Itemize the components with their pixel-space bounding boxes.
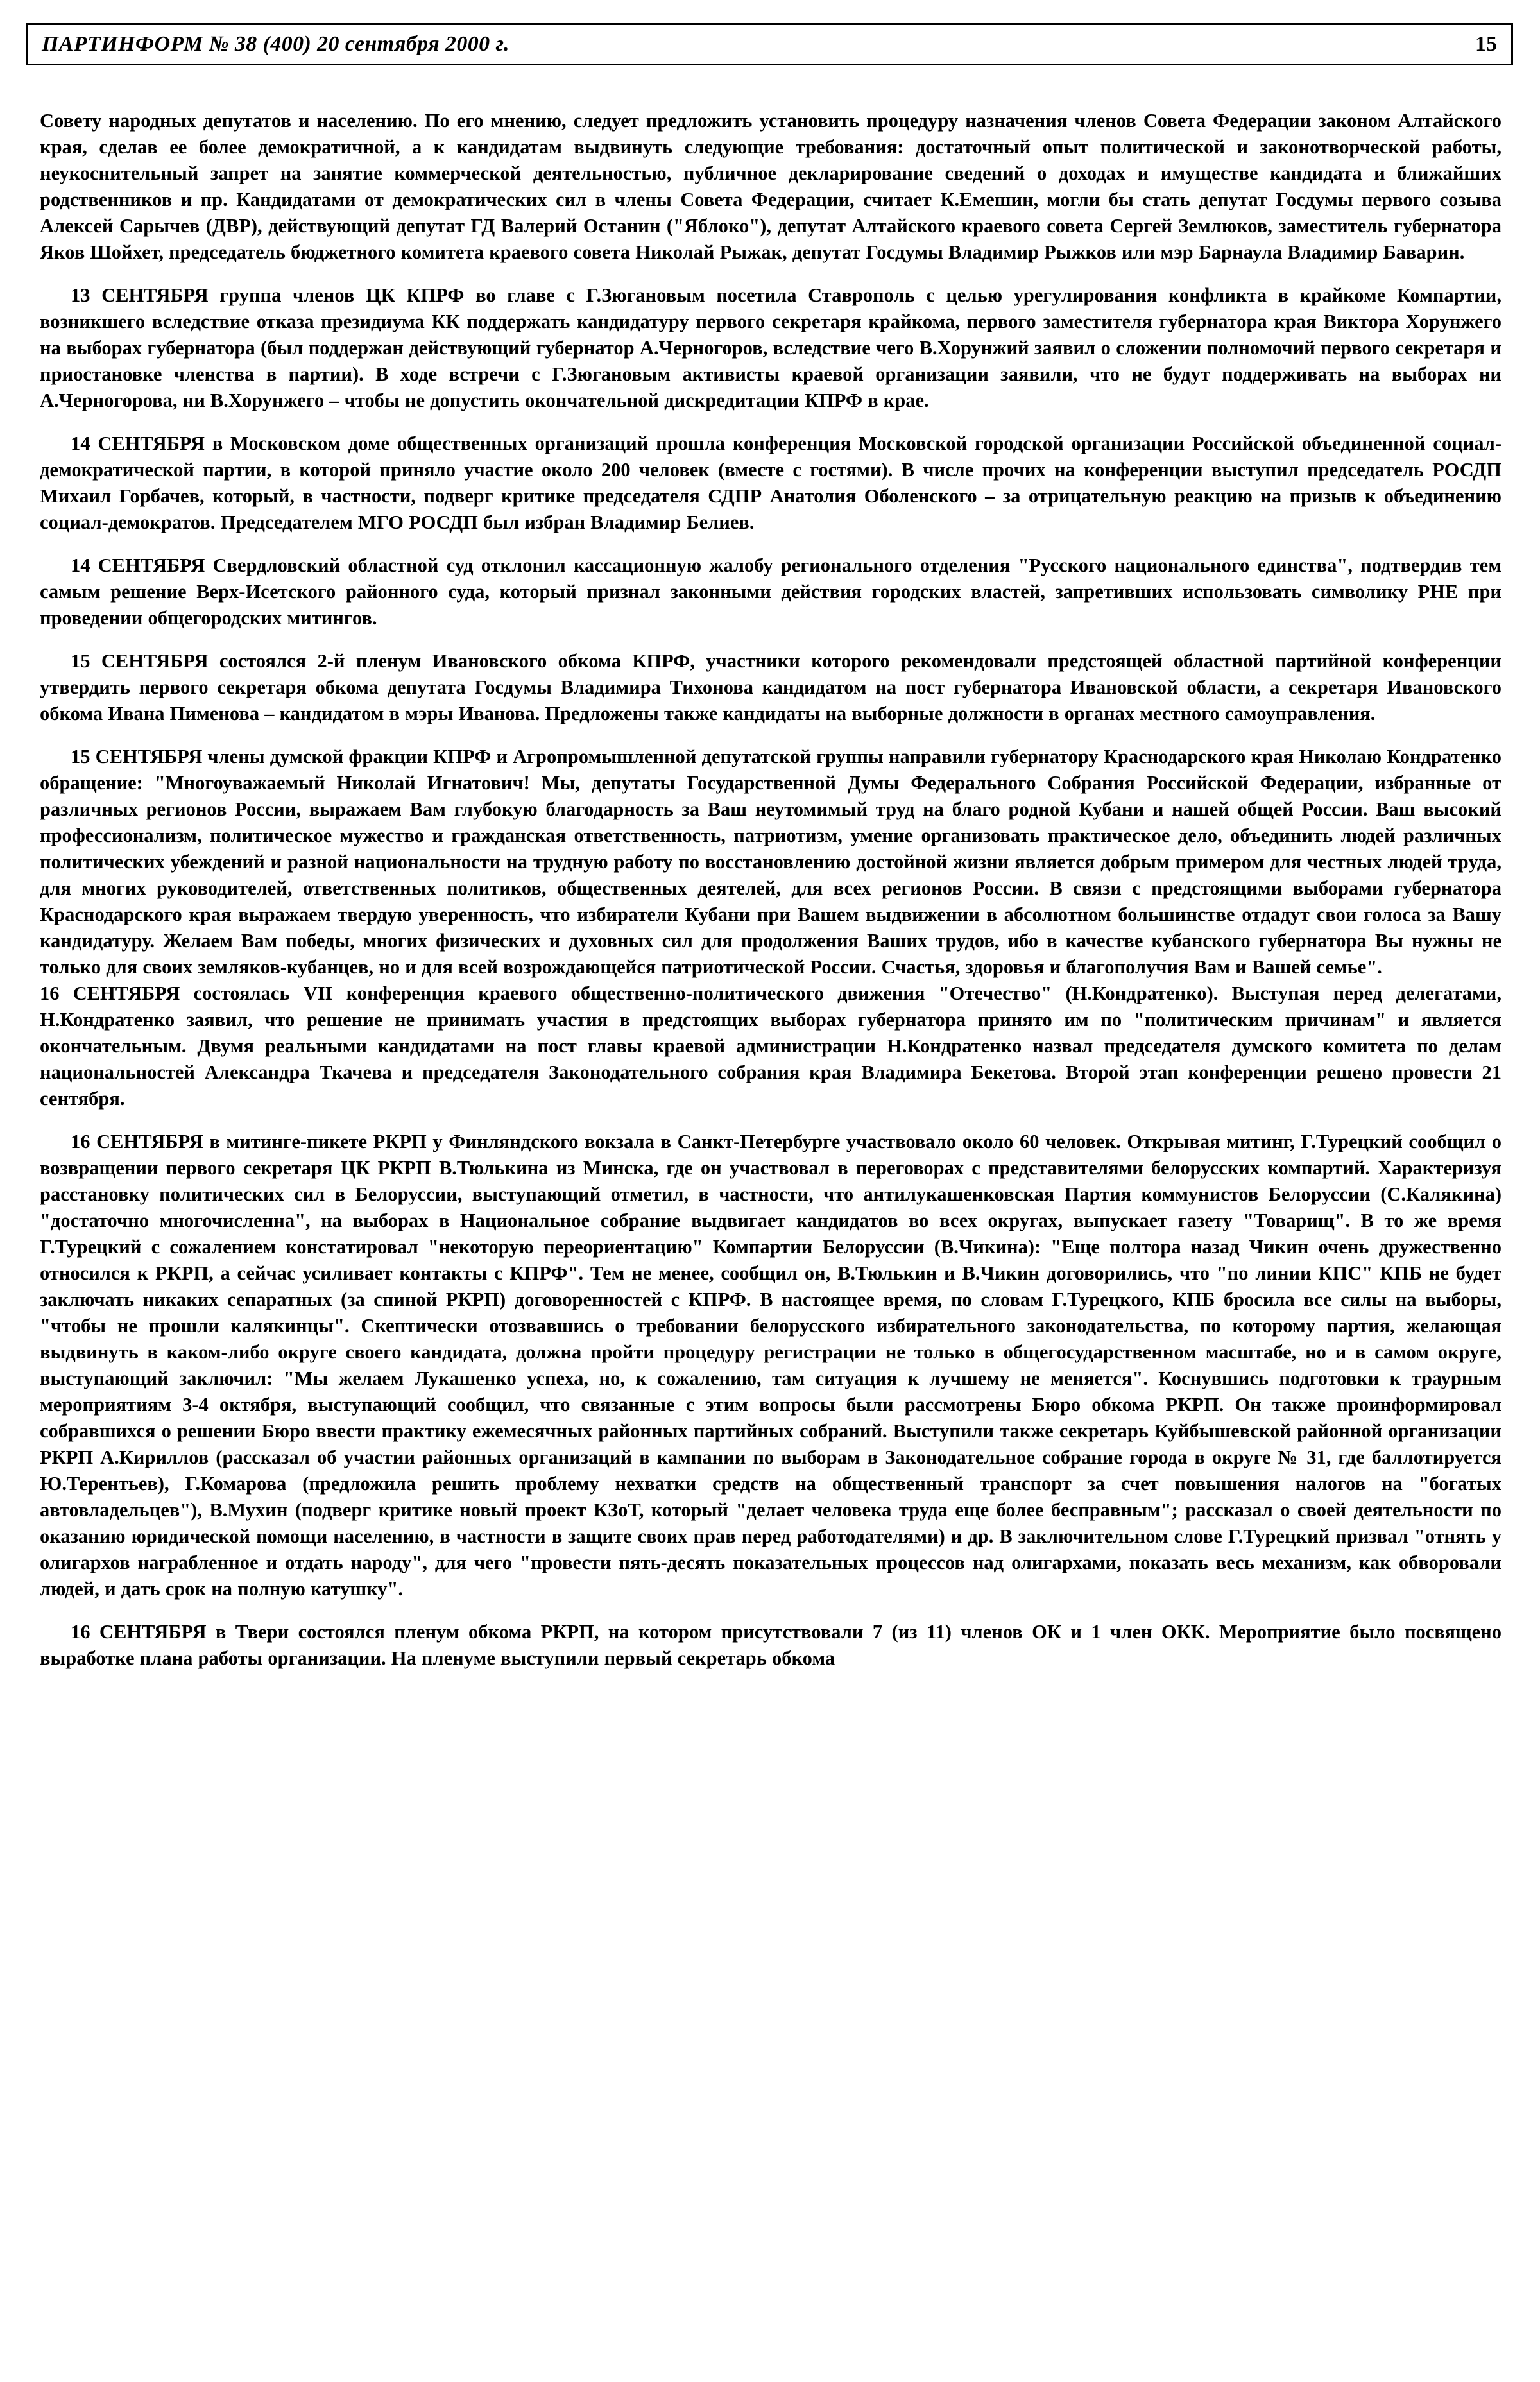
- paragraph: 14 СЕНТЯБРЯ в Московском доме общественных организаций прошла конференция Московской городской организации Российской объединенной социал-демократической партии, в которой приняло участие около 200 человек (вместе с гостями). В числе прочих на конференции выступил председатель РОСДП Михаил Горбачев, который, в частности, подверг критике председателя СДПР Анатолия Оболенского – за отрицательную реакцию на призыв к объединению социал-демократов. Председателем МГО РОСДП был избран Владимир Белиев.: [40, 433, 1502, 533]
- paragraph: 16 СЕНТЯБРЯ в митинге-пикете РКРП у Финляндского вокзала в Санкт-Петербурге участвовало около 60 человек. Открывая митинг, Г.Турецкий сообщил о возвращении первого секретаря ЦК РКРП В.Тюлькина из Минска, где он участвовал в переговорах с представителями белорусских компартий. Характеризуя расстановку политических сил в Белоруссии, выступающий отметил, в частности, что антилукашенковская Партия коммунистов Белоруссии (С.Калякина) "достаточно многочисленна", на выборах в Национальное собрание выдвигает кандидатов во всех округах, выпускает газету "Товарищ". В то же время Г.Турецкий с сожалением констатировал "некоторую переориентацию" Компартии Белоруссии (В.Чикина): "Еще полтора назад Чикин очень дружественно относился к РКРП, а сейчас усиливает контакты с КПРФ". Тем не менее, сообщил он, В.Тюлькин и В.Чикин договорились, что "по линии КПС" КПБ не будет заключать никаких сепаратных (за спиной РКРП) договоренностей с КПРФ. В настоящее время, по словам Г.Турецкого, КПБ бросила все силы на выборы, "чтобы не прошли калякинцы". Скептически отозвавшись о требовании белорусского избирательного законодательства, по которому партия, желающая выдвинуть в каком-либо округе своего кандидата, должна пройти процедуру регистрации не только в общегосударственном масштабе, но и в самом округе, выступающий заключил: "Мы желаем Лукашенко успеха, но, к сожалению, там ситуация к лучшему не меняется". Коснувшись подготовки к траурным мероприятиям 3-4 октября, выступающий сообщил, что связанные с этим вопросы были рассмотрены Бюро обкома РКРП. Он также проинформировал собравшихся о решении Бюро ввести практику ежемесячных районных партийных собраний. Выступили также секретарь Куйбышевской районной организации РКРП А.Кириллов (рассказал об участии районных организаций в кампании по выборам в Законодательное собрание города в округе № 31, где баллотируется Ю.Терентьев), Г.Комарова (предложила решить проблему нехватки средств на общественный транспорт за счет повышения налогов на "богатых автовладельцев"), В.Мухин (подверг критике новый проект КЗоТ, который "делает человека труда еще более бесправным"; рассказал о своей деятельности по оказанию юридической помощи населению, в частности в защите своих прав перед работодателями) и др. В заключительном слове Г.Турецкий призвал "отнять у олигархов награбленное и отдать народу", для чего "провести пять-десять показательных процессов над олигархами, показать весь механизм, как обворовали людей, и дать срок на полную катушку".: [40, 1131, 1502, 1600]
- paragraph: 16 СЕНТЯБРЯ состоялась VII конференция краевого общественно-политического движения "Отечество" (Н.Кондратенко). Выступая перед делегатами, Н.Кондратенко заявил, что решение не принимать участия в предстоящих выборах губернатора принято им по "политическим причинам" и является окончательным. Двумя реальными кандидатами на пост главы краевой администрации Н.Кондратенко назвал председателя думского комитета по делам национальностей Александра Ткачева и председателя Законодательного собрания края Владимира Бекетова. Второй этап конференции решено провести 21 сентября.: [40, 982, 1502, 1110]
- page-header: [26, 23, 1513, 65]
- publication-title: ПАРТИНФОРМ № 38 (400) 20 сентября 2000 г.: [42, 32, 509, 56]
- page-number: 15: [1475, 32, 1497, 56]
- paragraph: 14 СЕНТЯБРЯ Свердловский областной суд отклонил кассационную жалобу регионального отделения "Русского национального единства", подтвердив тем самым решение Верх-Исетского районного суда, который признал законными действия городских властей, запретивших использовать символику РНЕ при проведении общегородских митингов.: [40, 554, 1502, 629]
- paragraph: 16 СЕНТЯБРЯ в Твери состоялся пленум обкома РКРП, на котором присутствовали 7 (из 11) членов ОК и 1 член ОКК. Мероприятие было посвящено выработке плана работы организации. На пленуме выступили первый секретарь обкома: [40, 1621, 1502, 1669]
- paragraph: 15 СЕНТЯБРЯ члены думской фракции КПРФ и Агропромышленной депутатской группы направили губернатору Краснодарского края Николаю Кондратенко обращение: "Многоуважаемый Николай Игнатович! Мы, депутаты Государственной Думы Федерального Собрания Российской Федерации, избранные от различных регионов России, выражаем Вам глубокую благодарность за Ваш неутомимый труд на благо родной Кубани и нашей общей России. Ваш высокий профессионализм, политическое мужество и гражданская ответственность, патриотизм, умение организовать практическое дело, объединить людей различных политических убеждений и разной национальности на трудную работу по восстановлению достойной жизни является добрым примером для честных людей труда, для многих руководителей, ответственных политиков, общественных деятелей, для всех регионов России. В связи с предстоящими выборами губернатора Краснодарского края выражаем твердую уверенность, что избиратели Кубани при Вашем выдвижении в абсолютном большинстве отдадут свои голоса за Вашу кандидатуру. Желаем Вам победы, многих физических и духовных сил для продолжения Ваших трудов, ибо в качестве кубанского губернатора Вы нужны не только для своих земляков-кубанцев, но и для всей возрождающейся патриотической России. Счастья, здоровья и благополучия Вам и Вашей семье".: [40, 746, 1502, 978]
- paragraph: 15 СЕНТЯБРЯ состоялся 2-й пленум Ивановского обкома КПРФ, участники которого рекомендовали предстоящей областной партийной конференции утвердить первого секретаря обкома депутата Госдумы Владимира Тихонова кандидатом на пост губернатора Ивановской области, а секретаря Ивановского обкома Ивана Пименова – кандидатом в мэры Иванова. Предложены также кандидаты на выборные должности в органах местного самоуправления.: [40, 650, 1502, 724]
- paragraph: Совету народных депутатов и населению. По его мнению, следует предложить установить процедуру назначения членов Совета Федерации законом Алтайского края, сделав ее более демократичной, а к кандидатам выдвинуть следующие требования: достаточный опыт политической и законотворческой работы, неукоснительный запрет на занятие коммерческой деятельностью, публичное декларирование сведений о доходах и имуществе кандидата и ближайших родственников и пр. Кандидатами от демократических сил в члены Совета Федерации, считает К.Емешин, могли бы стать депутат Госдумы первого созыва Алексей Сарычев (ДВР), действующий депутат ГД Валерий Останин ("Яблоко"), депутат Алтайского краевого совета Сергей Землюков, заместитель губернатора Яков Шойхет, председатель бюджетного комитета краевого совета Николай Рыжак, депутат Госдумы Владимир Рыжков или мэр Барнаула Владимир Баварин.: [40, 110, 1502, 263]
- article-body: [40, 108, 1502, 1688]
- paragraph: 13 СЕНТЯБРЯ группа членов ЦК КПРФ во главе с Г.Зюгановым посетила Ставрополь с целью урегулирования конфликта в крайкоме Компартии, возникшего вследствие отказа президиума КК поддержать кандидатуру первого секретаря крайкома, первого заместителя губернатора края Виктора Хорунжего на выборах губернатора (был поддержан действующий губернатор А.Черногоров, вследствие чего В.Хорунжий заявил о сложении полномочий первого секретаря и приостановке членства в партии). В ходе встречи с Г.Зюгановым активисты краевой организации заявили, что не будут поддерживать на выборах ни А.Черногорова, ни В.Хорунжего – чтобы не допустить окончательной дискредитации КПРФ в крае.: [40, 284, 1502, 411]
